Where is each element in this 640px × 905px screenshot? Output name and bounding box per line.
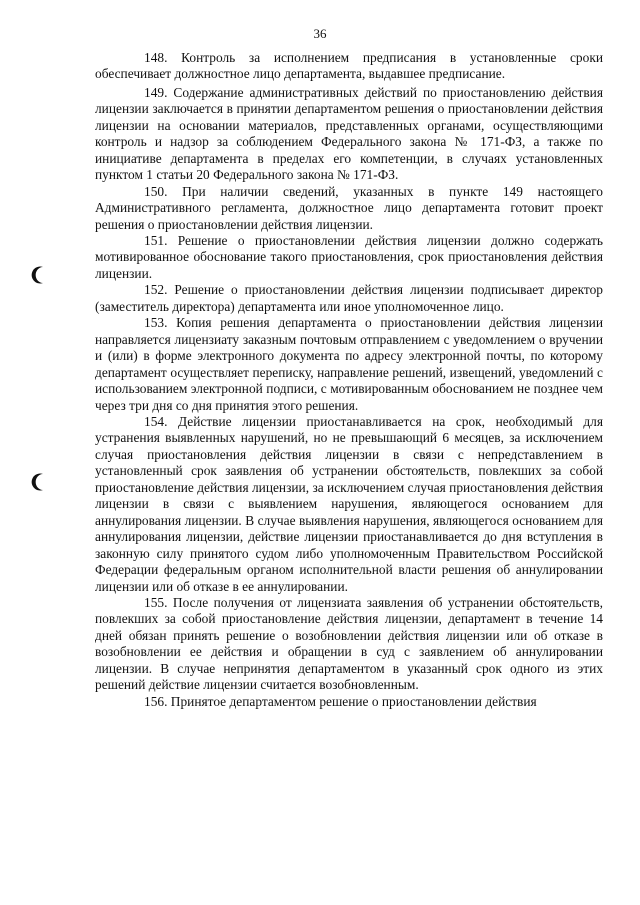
paragraph-155: 155. После получения от лицензиата заявления об устранении обстоятельств, повлекших за собой приостановление действия лицензии, департамент в течение 14 дней обязан принять решение о возобновлении действия лицензии или об отказе в возобновлении ее действия и обращении в суд с заявлением об аннулировании лицензии. В случае непринятия департаментом в указанный срок одного из этих решений действие лицензии считается возобновленным. [95, 594, 603, 693]
binding-hole-mark [29, 264, 51, 286]
paragraph-156: 156. Принятое департаментом решение о приостановлении действия [144, 693, 537, 709]
page-number: 36 [313, 26, 327, 41]
paragraph-149: 149. Содержание административных действий по приостановлению действия лицензии заключается в принятии департаментом решения о приостановлении действия лицензии на основании материалов, представленных органами, осуществляющими контроль и надзор за соблюдением Федерального закона № 171-ФЗ, а также по инициативе департамента в пределах его компетенции, в случаях установленных пунктом 1 статьи 20 Федерального закона № 171-ФЗ. [95, 84, 603, 183]
document-body [95, 50, 603, 710]
paragraph-151: 151. Решение о приостановлении действия лицензии должно содержать мотивированное обоснование такого приостановления, срок приостановления действия лицензии. [95, 232, 603, 281]
paragraph-152: 152. Решение о приостановлении действия лицензии подписывает директор (заместитель директора) департамента или иное уполномоченное лицо. [95, 282, 603, 314]
paragraph-153: 153. Копия решения департамента о приостановлении действия лицензии направляется лицензиату заказным почтовым отправлением с уведомлением о вручении и (или) в форме электронного документа по адресу электронной почты, по которому департамент осуществляет переписку, направление решений, извещений, уведомлений с использованием электронной подписи, с мотивированным обоснованием не позднее чем через три дня со дня принятия этого решения. [95, 315, 603, 413]
paragraph-148: 148. Контроль за исполнением предписания в установленные сроки обеспечивает должностное лицо департамента, выдавшее предписание. [95, 50, 603, 82]
paragraph-150: 150. При наличии сведений, указанных в пункте 149 настоящего Административного регламента, должностное лицо департамента готовит проект решения о приостановлении действия лицензии. [95, 183, 603, 232]
paragraph-154: 154. Действие лицензии приостанавливается на срок, необходимый для устранения выявленных нарушений, но не превышающий 6 месяцев, за исключением случая приостановления действия лицензии в связи с непредставлением в установленный срок заявления об устранении обстоятельств, повлекших за собой приостановление действия лицензии, за исключением случая приостановления действия лицензии в связи с выявлением нарушения, являющегося основанием для аннулирования лицензии. В случае выявления нарушения, являющегося основанием для аннулирования лицензии, действие лицензии приостанавливается до дня вступления в законную силу принятого судом либо уполномоченным Правительством Российской Федерации федеральным органом исполнительной власти решения об аннулировании лицензии или об отказе в ее аннулировании. [95, 413, 603, 594]
binding-hole-mark [29, 471, 51, 493]
